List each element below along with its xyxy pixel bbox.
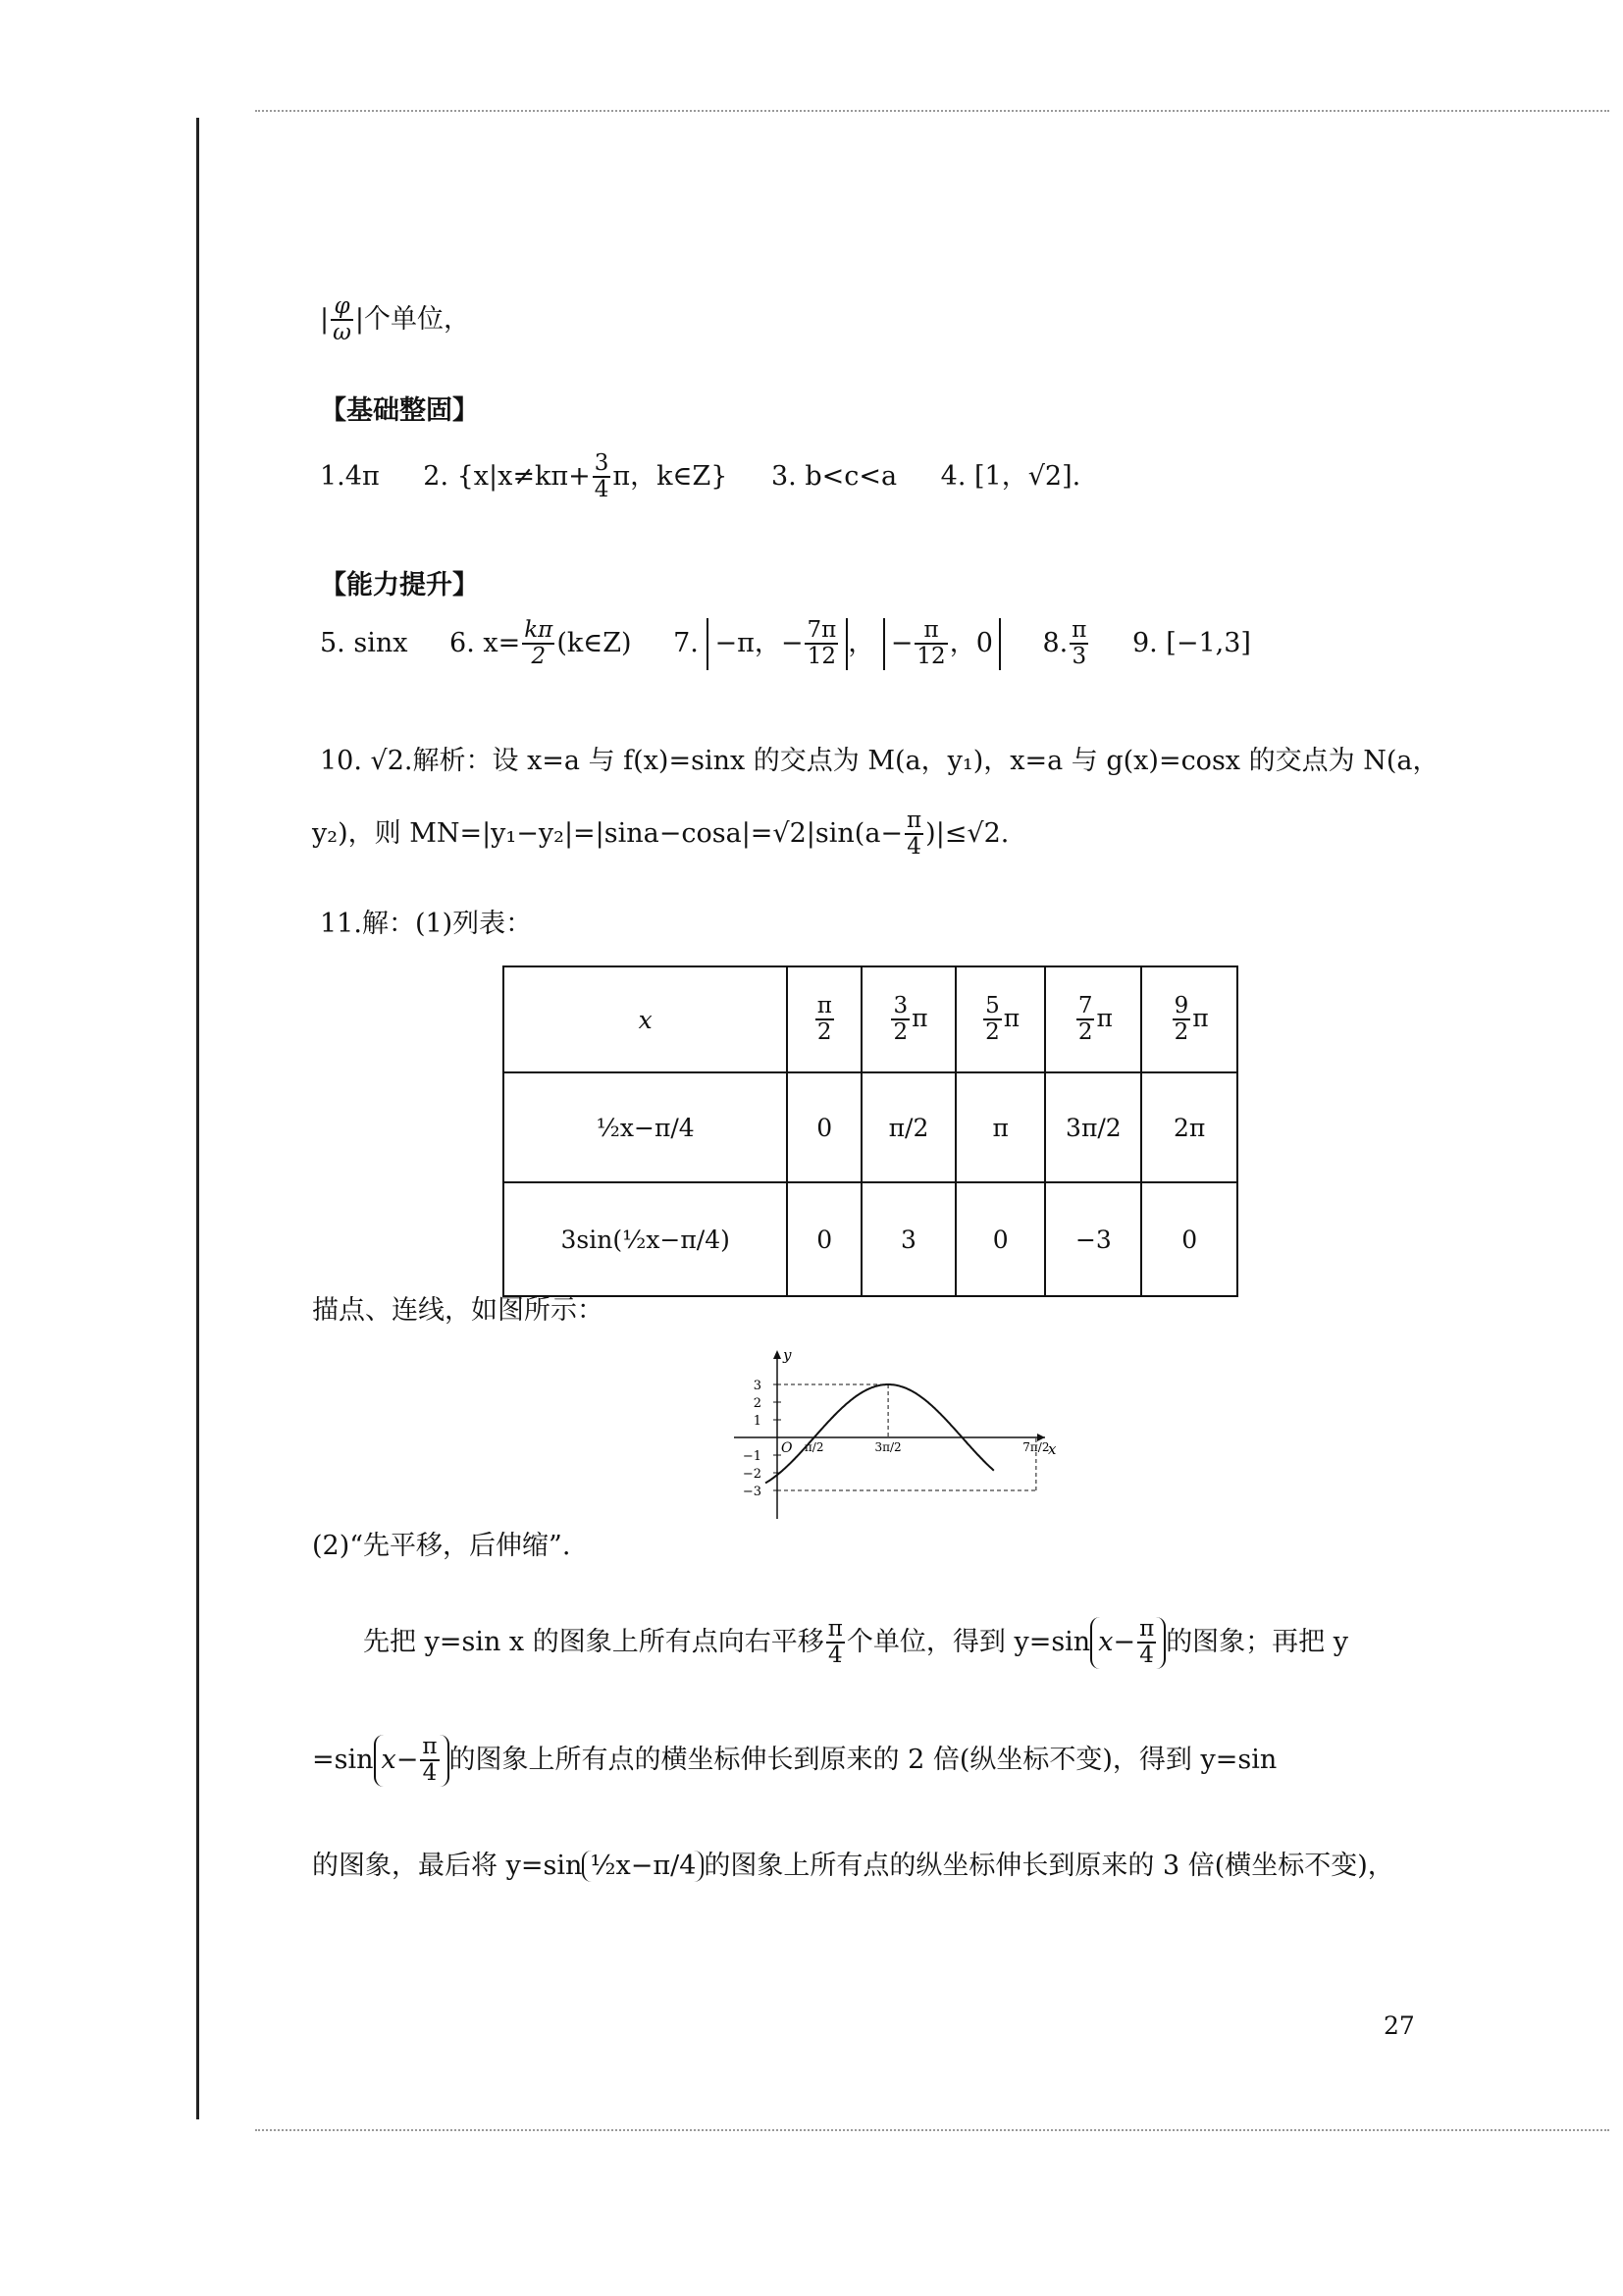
table-cell: 2π (1141, 1072, 1237, 1182)
y-tick-label: −3 (742, 1485, 761, 1499)
y-tick-label: 3 (753, 1379, 761, 1393)
table-cell: $\frac{7}{2}$ π (1045, 966, 1141, 1072)
table-row-x (503, 966, 1237, 1072)
table-cell: 0 (787, 1182, 862, 1296)
row-header-function: 3sin(½x−π/4) (503, 1182, 787, 1296)
bottom-dotted-rule (255, 2129, 1609, 2131)
y-tick-layer (743, 1379, 1036, 1499)
q10-line1: 10. √2.解析：设 x=a 与 f(x)=sinx 的交点为 M(a，y₁)，x=a 与 g(x)=cosx 的交点为 N(a， (320, 746, 1440, 776)
table-row-argument (503, 1072, 1237, 1182)
binding-edge-line (196, 118, 199, 2119)
y-axis-arrow (773, 1350, 781, 1359)
section-heading-basic: 【基础整固】 (320, 395, 479, 426)
x-tick-label: 7π/2 (1022, 1440, 1050, 1454)
top-fragment: | $\frac{\varphi}{\omega}$ |个单位， (320, 293, 470, 346)
table-cell: π/2 (862, 1072, 956, 1182)
ability-answers: 5. sinx 6. x= $\frac{k\pi}{2}$ (k∈Z) 7. −π，− $\frac{7\pi}{12}$ ， − $\frac{\pi}{12}$ ，0 8. $\frac{\pi}{3}$ 9. [−1,3] (320, 617, 1251, 670)
top-dotted-rule (255, 110, 1609, 112)
y-tick-label: −2 (742, 1467, 761, 1482)
y-tick-label: −1 (742, 1449, 761, 1464)
x-tick-layer (805, 1440, 1050, 1454)
table-cell: −3 (1045, 1182, 1141, 1296)
part2-line3: 的图象，最后将 y=sin ½x−π/4 的图象上所有点的纵坐标伸长到原来的 3 倍(横坐标不变)， (312, 1851, 1394, 1881)
sine-curve (765, 1384, 994, 1483)
table-cell: $\frac{\pi}{2}$ (787, 966, 862, 1072)
row-header-x: x (503, 966, 787, 1072)
origin-label: O (781, 1440, 793, 1456)
x-axis-label: x (1048, 1440, 1057, 1458)
section-heading-ability: 【能力提升】 (320, 570, 479, 600)
table-row-function (503, 1182, 1237, 1296)
value-table (502, 965, 1238, 1297)
table-cell: $\frac{5}{2}$ π (956, 966, 1046, 1072)
x-tick-label: π/2 (804, 1440, 824, 1454)
y-axis-label: y (783, 1346, 792, 1364)
row-header-argument: ½x−π/4 (503, 1072, 787, 1182)
table-cell: 0 (787, 1072, 862, 1182)
table-cell: π (956, 1072, 1046, 1182)
table-cell: 0 (956, 1182, 1046, 1296)
table-cell: $\frac{3}{2}$ π (862, 966, 956, 1072)
table-cell: 3π/2 (1045, 1072, 1141, 1182)
q10-line2: y₂)，则 MN=|y₁−y₂|=|sina−cosa|=√2|sin(a− $\frac{\pi}{4}$ )|≤√2. (312, 808, 1010, 861)
table-cell: 0 (1141, 1182, 1237, 1296)
sine-graph (726, 1344, 1060, 1526)
q11-intro: 11.解：(1)列表： (320, 909, 533, 939)
table-cell: 3 (862, 1182, 956, 1296)
part2-line2: =sin x− $\frac{\pi}{4}$ 的图象上所有点的横坐标伸长到原来的 2 倍(纵坐标不变)，得到 y=sin (312, 1734, 1278, 1787)
basic-answers: 1.4π 2. {x|x≠kπ+ $\frac{3}{4}$ π，k∈Z} 3. b<c<a 4. [1，√2]. (320, 450, 1081, 503)
y-tick-label: 1 (753, 1414, 761, 1429)
part2-title: (2)“先平移，后伸缩”. (312, 1531, 571, 1561)
page-number: 27 (1384, 2011, 1415, 2040)
table-cell: $\frac{9}{2}$ π (1141, 966, 1237, 1072)
y-tick-label: 2 (753, 1396, 761, 1411)
plot-caption: 描点、连线，如图所示： (312, 1295, 603, 1326)
part2-line1: 先把 y=sin x 的图象上所有点向右平移 $\frac{\pi}{4}$ 个单位，得到 y=sin x− $\frac{\pi}{4}$ 的图象；再把 y (363, 1616, 1349, 1669)
x-tick-label: 3π/2 (874, 1440, 902, 1454)
